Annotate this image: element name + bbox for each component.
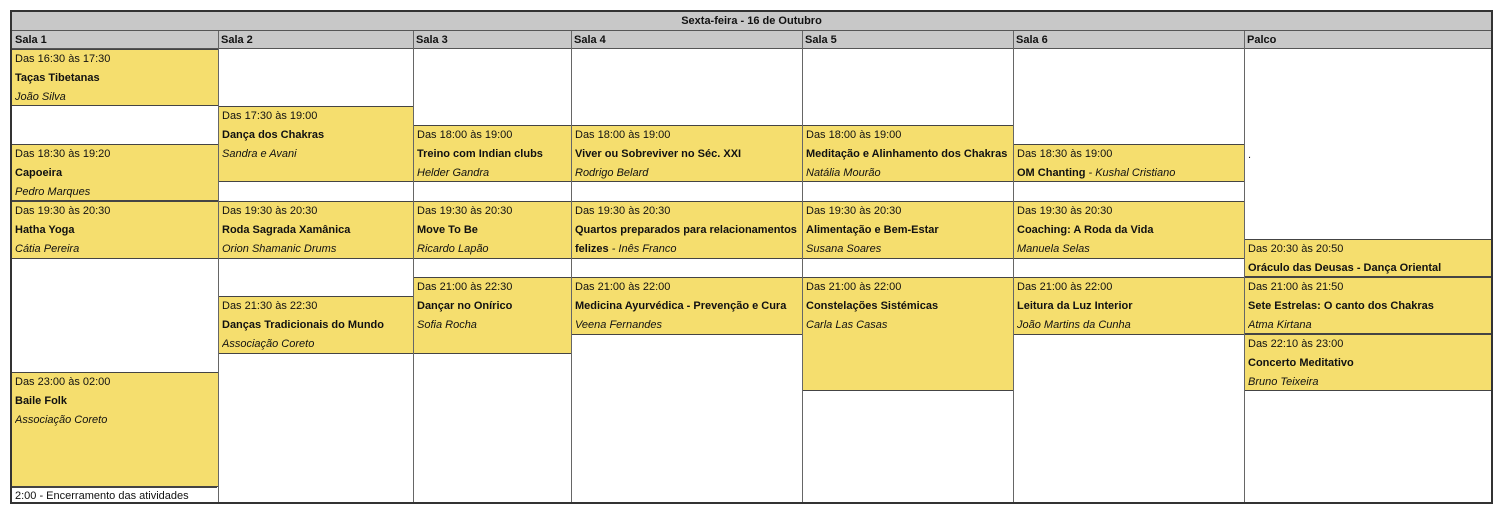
event-cell[interactable]: Das 16:30 às 17:30 Taças Tibetanas João Silva <box>12 49 218 106</box>
palco-dot: . <box>1248 149 1252 161</box>
event-cell[interactable]: Das 20:30 às 20:50 Oráculo das Deusas - Dança Oriental <box>1245 239 1491 277</box>
event-cell[interactable]: Das 17:30 às 19:00 Dança dos Chakras Sandra e Avani <box>219 106 413 182</box>
event-cell[interactable]: Das 18:30 às 19:20 Capoeira Pedro Marques <box>12 144 218 201</box>
event-cell[interactable]: Das 18:00 às 19:00 Viver ou Sobreviver no Séc. XXI Rodrigo Belard <box>572 125 802 182</box>
event-cell[interactable]: Das 21:00 às 22:00 Medicina Ayurvédica - Prevenção e Cura Veena Fernandes <box>572 277 802 335</box>
event-cell[interactable]: Das 19:30 às 20:30 Move To Be Ricardo Lapão <box>414 201 571 259</box>
event-cell[interactable]: Das 18:30 às 19:00 OM Chanting - Kushal Cristiano <box>1014 144 1244 182</box>
column-divider <box>1244 31 1245 502</box>
column-divider <box>218 31 219 502</box>
day-title: Sexta-feira - 16 de Outubro <box>12 12 1491 31</box>
room-header-sala-3: Sala 3 <box>413 31 571 49</box>
event-cell[interactable]: Das 21:00 às 22:30 Dançar no Onírico Sofia Rocha <box>414 277 571 354</box>
event-cell[interactable]: Das 21:00 às 22:00 Constelações Sistémicas Carla Las Casas <box>803 277 1013 391</box>
event-cell[interactable]: Das 21:00 às 21:50 Sete Estrelas: O canto dos Chakras Atma Kirtana <box>1245 277 1491 334</box>
event-cell[interactable]: Das 19:30 às 20:30 Coaching: A Roda da Vida Manuela Selas <box>1014 201 1244 259</box>
event-cell[interactable]: Das 23:00 às 02:00 Baile Folk Associação Coreto <box>12 372 218 487</box>
room-header-palco: Palco <box>1244 31 1491 49</box>
room-header-sala-5: Sala 5 <box>802 31 1013 49</box>
event-cell[interactable]: Das 19:30 às 20:30 Alimentação e Bem-Estar Susana Soares <box>803 201 1013 259</box>
column-divider <box>571 31 572 502</box>
column-divider <box>413 31 414 502</box>
event-cell[interactable]: Das 19:30 às 20:30 Roda Sagrada Xamânica Orion Shamanic Drums <box>219 201 413 259</box>
closing-note: 2:00 - Encerramento das atividades <box>12 487 217 504</box>
event-cell[interactable]: Das 22:10 às 23:00 Concerto Meditativo Bruno Teixeira <box>1245 334 1491 391</box>
event-cell[interactable]: Das 21:00 às 22:00 Leitura da Luz Interior João Martins da Cunha <box>1014 277 1244 335</box>
schedule-sheet <box>10 10 1493 504</box>
event-cell[interactable]: Das 19:30 às 20:30 Quartos preparados para relacionamentos felizes - Inês Franco <box>572 201 802 259</box>
column-divider <box>802 31 803 502</box>
event-cell[interactable]: Das 21:30 às 22:30 Danças Tradicionais do Mundo Associação Coreto <box>219 296 413 354</box>
room-header-sala-4: Sala 4 <box>571 31 802 49</box>
room-header-sala-2: Sala 2 <box>218 31 413 49</box>
room-header-sala-1: Sala 1 <box>12 31 218 49</box>
column-divider <box>1013 31 1014 502</box>
event-cell[interactable]: Das 18:00 às 19:00 Treino com Indian clubs Helder Gandra <box>414 125 571 182</box>
event-cell[interactable]: Das 19:30 às 20:30 Hatha Yoga Cátia Pereira <box>12 201 218 259</box>
room-header-sala-6: Sala 6 <box>1013 31 1244 49</box>
event-cell[interactable]: Das 18:00 às 19:00 Meditação e Alinhamento dos Chakras Natália Mourão <box>803 125 1013 182</box>
